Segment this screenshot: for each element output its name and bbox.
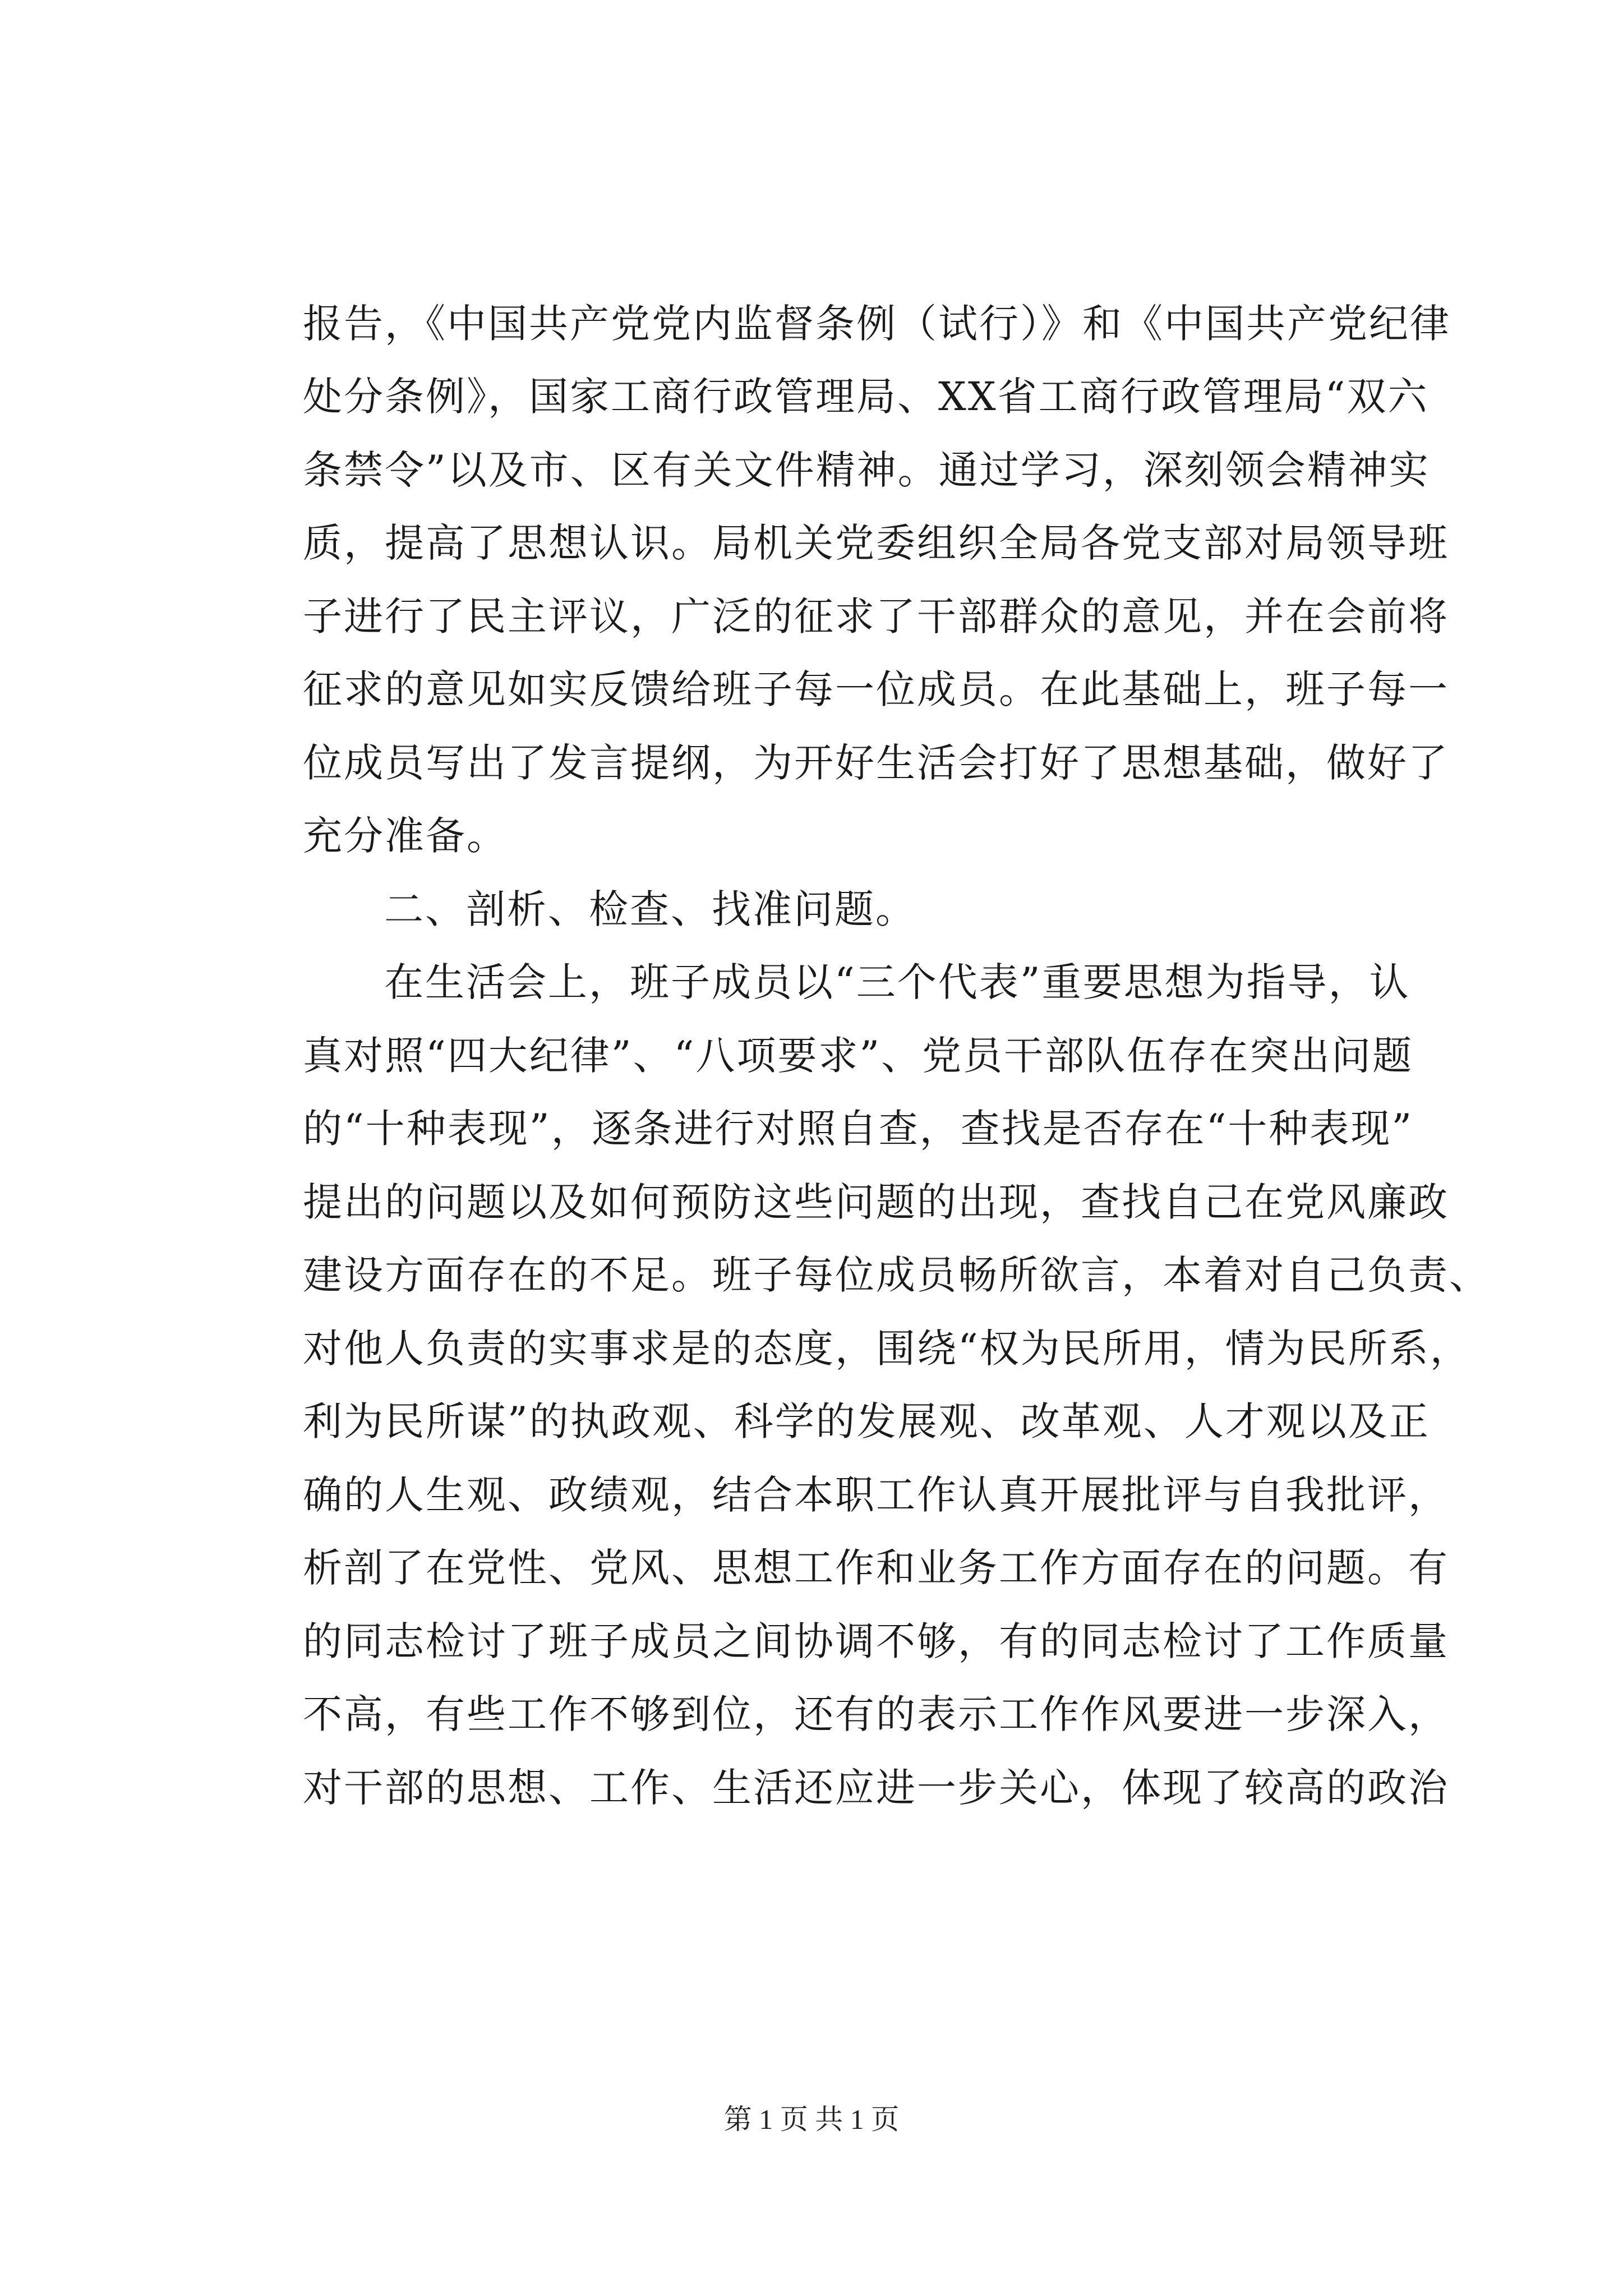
text-line: 征求的意见如实反馈给班子每一位成员。在此基础上，班子每一 [303, 666, 1449, 712]
text-line: 子进行了民主评议，广泛的征求了干部群众的意见，并在会前将 [303, 593, 1449, 639]
text-line: 质，提高了思想认识。局机关党委组织全局各党支部对局领导班 [303, 520, 1449, 566]
text-line: 的“十种表现”，逐条进行对照自查，查找是否存在“十种表现” [303, 1106, 1414, 1152]
text-line: 处分条例》，国家工商行政管理局、XX省工商行政管理局“双六 [303, 374, 1429, 420]
text-line: 利为民所谋”的执政观、科学的发展观、改革观、人才观以及正 [303, 1398, 1430, 1444]
text-line: 充分准备。 [303, 813, 508, 859]
text-line: 对干部的思想、工作、生活还应进一步关心，体现了较高的政治 [303, 1765, 1449, 1811]
page-number-footer: 第 1 页 共 1 页 [723, 2104, 900, 2135]
text-line: 的同志检讨了班子成员之间协调不够，有的同志检讨了工作质量 [303, 1618, 1449, 1664]
text-line: 析剖了在党性、党风、思想工作和业务工作方面存在的问题。有 [303, 1545, 1449, 1591]
text-line: 确的人生观、政绩观，结合本职工作认真开展批评与自我批评， [303, 1472, 1449, 1518]
text-line: 提出的问题以及如何预防这些问题的出现，查找自己在党风廉政 [303, 1179, 1449, 1225]
text-line: 真对照“四大纪律”、“八项要求”、党员干部队伍存在突出问题 [303, 1033, 1414, 1079]
text-line: 条禁令”以及市、区有关文件精神。通过学习，深刻领会精神实 [303, 447, 1430, 493]
text-line: 对他人负责的实事求是的态度，围绕“权为民所用，情为民所系， [303, 1326, 1471, 1372]
text-line: 不高，有些工作不够到位，还有的表示工作作风要进一步深入， [303, 1691, 1449, 1737]
text-line: 报告，《中国共产党党内监督条例（试行）》和《中国共产党纪律 [303, 301, 1451, 347]
text-line: 建设方面存在的不足。班子每位成员畅所欲言，本着对自己负责、 [303, 1252, 1490, 1298]
text-line: 在生活会上，班子成员以“三个代表”重要思想为指导，认 [384, 959, 1410, 1005]
section-heading: 二、剖析、检查、找准问题。 [384, 886, 916, 932]
text-line: 位成员写出了发言提纲，为开好生活会打好了思想基础，做好了 [303, 740, 1449, 786]
